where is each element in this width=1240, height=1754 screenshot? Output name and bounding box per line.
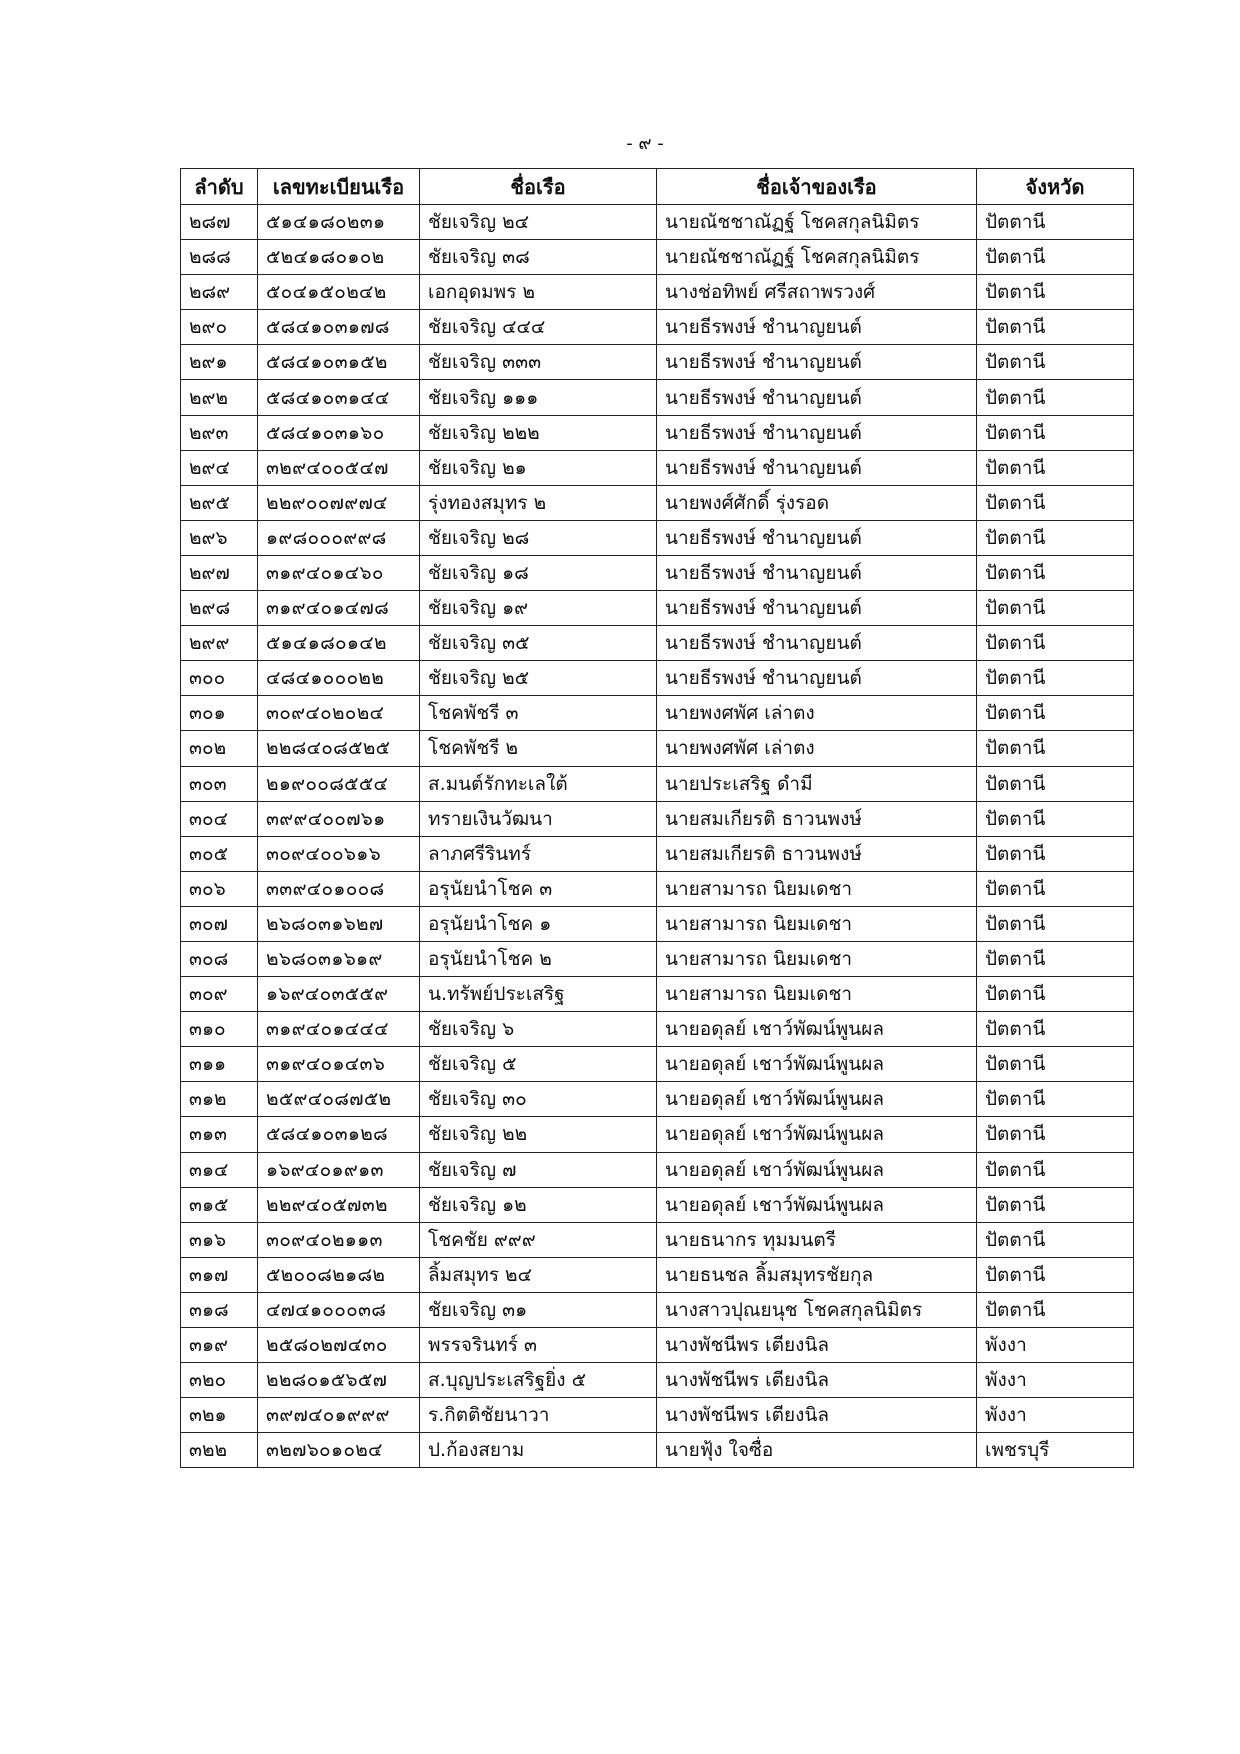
cell-owner-name: นายธนชล ลิ้มสมุทรชัยกุล bbox=[657, 1257, 977, 1292]
cell-province: ปัตตานี bbox=[977, 520, 1134, 555]
cell-ship-name: โชคพัชรี ๓ bbox=[420, 696, 657, 731]
cell-owner-name: นายพงศพัศ เล่าตง bbox=[657, 731, 977, 766]
cell-owner-name: นางพัชนีพร เตียงนิล bbox=[657, 1328, 977, 1363]
cell-sequence: ๒๘๙ bbox=[181, 275, 258, 310]
cell-province: ปัตตานี bbox=[977, 415, 1134, 450]
cell-ship-name: ชัยเจริญ ๒๘ bbox=[420, 520, 657, 555]
cell-registration-number: ๕๑๔๑๘๐๒๓๑ bbox=[258, 205, 420, 240]
cell-ship-name: โชคชัย ๙๙๙ bbox=[420, 1222, 657, 1257]
cell-registration-number: ๒๖๘๐๓๑๖๒๗ bbox=[258, 906, 420, 941]
cell-province: ปัตตานี bbox=[977, 591, 1134, 626]
cell-sequence: ๒๙๘ bbox=[181, 591, 258, 626]
cell-sequence: ๒๙๐ bbox=[181, 310, 258, 345]
cell-owner-name: นางช่อทิพย์ ศรีสถาพรวงศ์ bbox=[657, 275, 977, 310]
cell-ship-name: โชคพัชรี ๒ bbox=[420, 731, 657, 766]
cell-owner-name: นายธีรพงษ์ ชำนาญยนต์ bbox=[657, 450, 977, 485]
cell-province: ปัตตานี bbox=[977, 977, 1134, 1012]
cell-registration-number: ๓๑๙๔๐๑๔๗๘ bbox=[258, 591, 420, 626]
cell-sequence: ๒๙๒ bbox=[181, 380, 258, 415]
cell-ship-name: ชัยเจริญ ๓๓๓ bbox=[420, 345, 657, 380]
cell-province: ปัตตานี bbox=[977, 801, 1134, 836]
cell-sequence: ๓๐๗ bbox=[181, 906, 258, 941]
cell-registration-number: ๔๘๔๑๐๐๐๒๒ bbox=[258, 661, 420, 696]
table-row bbox=[181, 1012, 1134, 1047]
cell-owner-name: นายสามารถ นิยมเดชา bbox=[657, 871, 977, 906]
cell-sequence: ๒๙๔ bbox=[181, 450, 258, 485]
cell-sequence: ๓๑๘ bbox=[181, 1292, 258, 1327]
table-row bbox=[181, 1082, 1134, 1117]
cell-sequence: ๓๐๓ bbox=[181, 766, 258, 801]
cell-owner-name: นางพัชนีพร เตียงนิล bbox=[657, 1398, 977, 1433]
cell-ship-name: ป.ก้องสยาม bbox=[420, 1433, 657, 1468]
table-row bbox=[181, 520, 1134, 555]
cell-province: ปัตตานี bbox=[977, 380, 1134, 415]
cell-province: ปัตตานี bbox=[977, 555, 1134, 590]
cell-ship-name: อรุนัยนำโชค ๑ bbox=[420, 906, 657, 941]
table-row bbox=[181, 1257, 1134, 1292]
cell-ship-name: ชัยเจริญ ๑๒ bbox=[420, 1187, 657, 1222]
cell-sequence: ๓๐๑ bbox=[181, 696, 258, 731]
cell-registration-number: ๑๖๙๔๐๓๕๕๙ bbox=[258, 977, 420, 1012]
cell-province: ปัตตานี bbox=[977, 731, 1134, 766]
cell-ship-name: อรุนัยนำโชค ๓ bbox=[420, 871, 657, 906]
cell-registration-number: ๕๘๔๑๐๓๑๖๐ bbox=[258, 415, 420, 450]
table-row bbox=[181, 450, 1134, 485]
cell-ship-name: ชัยเจริญ ๑๑๑ bbox=[420, 380, 657, 415]
table-body bbox=[181, 205, 1134, 1468]
cell-registration-number: ๑๙๘๐๐๐๙๙๘ bbox=[258, 520, 420, 555]
cell-registration-number: ๕๘๔๑๐๓๑๔๔ bbox=[258, 380, 420, 415]
cell-ship-name: ชัยเจริญ ๓๕ bbox=[420, 626, 657, 661]
cell-owner-name: นายธีรพงษ์ ชำนาญยนต์ bbox=[657, 661, 977, 696]
cell-registration-number: ๕๘๔๑๐๓๑๕๒ bbox=[258, 345, 420, 380]
header-province: จังหวัด bbox=[977, 169, 1134, 205]
cell-owner-name: นายสมเกียรติ ธาวนพงษ์ bbox=[657, 801, 977, 836]
cell-province: ปัตตานี bbox=[977, 1187, 1134, 1222]
cell-owner-name: นายธีรพงษ์ ชำนาญยนต์ bbox=[657, 591, 977, 626]
cell-ship-name: ชัยเจริญ ๒๕ bbox=[420, 661, 657, 696]
cell-province: เพชรบุรี bbox=[977, 1433, 1134, 1468]
cell-sequence: ๓๑๙ bbox=[181, 1328, 258, 1363]
cell-province: ปัตตานี bbox=[977, 836, 1134, 871]
cell-owner-name: นายณัชชาณัฏฐ์ โชคสกุลนิมิตร bbox=[657, 240, 977, 275]
table-row bbox=[181, 836, 1134, 871]
cell-province: ปัตตานี bbox=[977, 1082, 1134, 1117]
cell-owner-name: นายธนากร ทุมมนตรี bbox=[657, 1222, 977, 1257]
cell-sequence: ๓๐๐ bbox=[181, 661, 258, 696]
cell-registration-number: ๒๒๙๐๐๗๙๗๔ bbox=[258, 485, 420, 520]
cell-owner-name: นายสมเกียรติ ธาวนพงษ์ bbox=[657, 836, 977, 871]
cell-ship-name: ส.บุญประเสริฐยิ่ง ๕ bbox=[420, 1363, 657, 1398]
table-row bbox=[181, 591, 1134, 626]
cell-sequence: ๓๐๘ bbox=[181, 941, 258, 976]
cell-owner-name: นายสามารถ นิยมเดชา bbox=[657, 977, 977, 1012]
cell-province: ปัตตานี bbox=[977, 871, 1134, 906]
header-sequence: ลำดับ bbox=[181, 169, 258, 205]
cell-ship-name: ชัยเจริญ ๑๘ bbox=[420, 555, 657, 590]
table-row bbox=[181, 205, 1134, 240]
cell-sequence: ๒๘๘ bbox=[181, 240, 258, 275]
cell-owner-name: นายอดุลย์ เชาว์พัฒน์พูนผล bbox=[657, 1047, 977, 1082]
table-row bbox=[181, 696, 1134, 731]
cell-sequence: ๓๑๑ bbox=[181, 1047, 258, 1082]
cell-ship-name: รุ่งทองสมุทร ๒ bbox=[420, 485, 657, 520]
cell-sequence: ๒๙๑ bbox=[181, 345, 258, 380]
cell-ship-name: ชัยเจริญ ๓๘ bbox=[420, 240, 657, 275]
table-row bbox=[181, 1152, 1134, 1187]
table-row bbox=[181, 1047, 1134, 1082]
cell-province: พังงา bbox=[977, 1398, 1134, 1433]
cell-owner-name: นายสามารถ นิยมเดชา bbox=[657, 941, 977, 976]
boat-registry-table bbox=[180, 168, 1134, 1468]
table-row bbox=[181, 1363, 1134, 1398]
cell-province: ปัตตานี bbox=[977, 941, 1134, 976]
cell-sequence: ๓๐๖ bbox=[181, 871, 258, 906]
cell-province: ปัตตานี bbox=[977, 1012, 1134, 1047]
cell-ship-name: ลิ้มสมุทร ๒๔ bbox=[420, 1257, 657, 1292]
cell-sequence: ๒๙๙ bbox=[181, 626, 258, 661]
cell-sequence: ๓๑๒ bbox=[181, 1082, 258, 1117]
table-row bbox=[181, 1187, 1134, 1222]
cell-province: ปัตตานี bbox=[977, 906, 1134, 941]
cell-owner-name: นายพงศ์ศักดิ์ รุ่งรอด bbox=[657, 485, 977, 520]
cell-sequence: ๓๐๒ bbox=[181, 731, 258, 766]
table-row bbox=[181, 310, 1134, 345]
table-row bbox=[181, 906, 1134, 941]
cell-ship-name: ชัยเจริญ ๒๔ bbox=[420, 205, 657, 240]
page-number: - ๙ - bbox=[626, 133, 664, 154]
cell-province: พังงา bbox=[977, 1363, 1134, 1398]
cell-registration-number: ๒๒๙๔๐๕๗๓๒ bbox=[258, 1187, 420, 1222]
table-row bbox=[181, 415, 1134, 450]
table-row bbox=[181, 1328, 1134, 1363]
cell-province: ปัตตานี bbox=[977, 766, 1134, 801]
cell-owner-name: นายอดุลย์ เชาว์พัฒน์พูนผล bbox=[657, 1187, 977, 1222]
cell-ship-name: อรุนัยนำโชค ๒ bbox=[420, 941, 657, 976]
cell-sequence: ๒๙๓ bbox=[181, 415, 258, 450]
table-row bbox=[181, 345, 1134, 380]
cell-registration-number: ๒๕๙๔๐๘๗๕๒ bbox=[258, 1082, 420, 1117]
table-row bbox=[181, 941, 1134, 976]
cell-ship-name: ทรายเงินวัฒนา bbox=[420, 801, 657, 836]
cell-sequence: ๓๑๖ bbox=[181, 1222, 258, 1257]
table-row bbox=[181, 1222, 1134, 1257]
cell-province: ปัตตานี bbox=[977, 1222, 1134, 1257]
cell-sequence: ๓๒๒ bbox=[181, 1433, 258, 1468]
cell-ship-name: ชัยเจริญ ๒๒๒ bbox=[420, 415, 657, 450]
table-row bbox=[181, 485, 1134, 520]
cell-owner-name: นายธีรพงษ์ ชำนาญยนต์ bbox=[657, 415, 977, 450]
table-row bbox=[181, 1117, 1134, 1152]
table-row bbox=[181, 871, 1134, 906]
cell-owner-name: นายพงศพัศ เล่าตง bbox=[657, 696, 977, 731]
table-row bbox=[181, 626, 1134, 661]
cell-province: ปัตตานี bbox=[977, 1117, 1134, 1152]
cell-registration-number: ๕๑๔๑๘๐๑๔๒ bbox=[258, 626, 420, 661]
table-row bbox=[181, 1292, 1134, 1327]
cell-ship-name: ร.กิตติชัยนาวา bbox=[420, 1398, 657, 1433]
cell-owner-name: นายสามารถ นิยมเดชา bbox=[657, 906, 977, 941]
cell-ship-name: ชัยเจริญ ๗ bbox=[420, 1152, 657, 1187]
cell-registration-number: ๓๐๙๔๐๒๑๑๓ bbox=[258, 1222, 420, 1257]
cell-ship-name: ชัยเจริญ ๒๒ bbox=[420, 1117, 657, 1152]
cell-ship-name: ชัยเจริญ ๑๙ bbox=[420, 591, 657, 626]
cell-province: ปัตตานี bbox=[977, 345, 1134, 380]
cell-registration-number: ๓๑๙๔๐๑๔๔๔ bbox=[258, 1012, 420, 1047]
header-owner-name: ชื่อเจ้าของเรือ bbox=[657, 169, 977, 205]
cell-sequence: ๒๙๕ bbox=[181, 485, 258, 520]
cell-province: ปัตตานี bbox=[977, 205, 1134, 240]
table-row bbox=[181, 380, 1134, 415]
cell-province: พังงา bbox=[977, 1328, 1134, 1363]
table-row bbox=[181, 731, 1134, 766]
cell-sequence: ๓๑๕ bbox=[181, 1187, 258, 1222]
cell-province: ปัตตานี bbox=[977, 275, 1134, 310]
cell-owner-name: นายอดุลย์ เชาว์พัฒน์พูนผล bbox=[657, 1082, 977, 1117]
cell-province: ปัตตานี bbox=[977, 696, 1134, 731]
cell-owner-name: นางสาวปุณยนุช โชคสกุลนิมิตร bbox=[657, 1292, 977, 1327]
cell-registration-number: ๓๓๙๔๐๑๐๐๘ bbox=[258, 871, 420, 906]
cell-province: ปัตตานี bbox=[977, 485, 1134, 520]
cell-sequence: ๒๙๖ bbox=[181, 520, 258, 555]
cell-province: ปัตตานี bbox=[977, 1292, 1134, 1327]
cell-registration-number: ๓๒๗๖๐๑๐๒๔ bbox=[258, 1433, 420, 1468]
cell-owner-name: นายธีรพงษ์ ชำนาญยนต์ bbox=[657, 345, 977, 380]
cell-sequence: ๓๐๔ bbox=[181, 801, 258, 836]
cell-owner-name: นายฟุ้ง ใจซื่อ bbox=[657, 1433, 977, 1468]
cell-registration-number: ๓๙๗๔๐๑๙๙๙ bbox=[258, 1398, 420, 1433]
cell-registration-number: ๑๖๙๔๐๑๙๑๓ bbox=[258, 1152, 420, 1187]
cell-province: ปัตตานี bbox=[977, 661, 1134, 696]
cell-registration-number: ๓๙๙๔๐๐๗๖๑ bbox=[258, 801, 420, 836]
table-row bbox=[181, 555, 1134, 590]
table-row bbox=[181, 661, 1134, 696]
cell-registration-number: ๕๒๔๑๘๐๑๐๒ bbox=[258, 240, 420, 275]
cell-sequence: ๒๙๗ bbox=[181, 555, 258, 590]
cell-ship-name: น.ทรัพย์ประเสริฐ bbox=[420, 977, 657, 1012]
cell-registration-number: ๔๗๔๑๐๐๐๓๘ bbox=[258, 1292, 420, 1327]
table-row bbox=[181, 801, 1134, 836]
cell-registration-number: ๓๑๙๔๐๑๔๖๐ bbox=[258, 555, 420, 590]
table-row bbox=[181, 766, 1134, 801]
table-row bbox=[181, 977, 1134, 1012]
cell-province: ปัตตานี bbox=[977, 1257, 1134, 1292]
cell-ship-name: ชัยเจริญ ๔๔๔ bbox=[420, 310, 657, 345]
cell-sequence: ๓๐๙ bbox=[181, 977, 258, 1012]
cell-registration-number: ๓๐๙๔๐๐๖๑๖ bbox=[258, 836, 420, 871]
cell-sequence: ๓๑๗ bbox=[181, 1257, 258, 1292]
cell-sequence: ๓๑๔ bbox=[181, 1152, 258, 1187]
table-row bbox=[181, 240, 1134, 275]
cell-sequence: ๓๑๓ bbox=[181, 1117, 258, 1152]
cell-registration-number: ๒๖๘๐๓๑๖๑๙ bbox=[258, 941, 420, 976]
cell-owner-name: นายอดุลย์ เชาว์พัฒน์พูนผล bbox=[657, 1152, 977, 1187]
cell-ship-name: ชัยเจริญ ๓๑ bbox=[420, 1292, 657, 1327]
cell-ship-name: ชัยเจริญ ๓๐ bbox=[420, 1082, 657, 1117]
cell-sequence: ๓๒๑ bbox=[181, 1398, 258, 1433]
cell-province: ปัตตานี bbox=[977, 1152, 1134, 1187]
table-row bbox=[181, 1433, 1134, 1468]
cell-province: ปัตตานี bbox=[977, 450, 1134, 485]
cell-owner-name: นายประเสริฐ ดำมี bbox=[657, 766, 977, 801]
table-row bbox=[181, 1398, 1134, 1433]
cell-owner-name: นายธีรพงษ์ ชำนาญยนต์ bbox=[657, 626, 977, 661]
cell-ship-name: ลาภศรีรินทร์ bbox=[420, 836, 657, 871]
cell-ship-name: ชัยเจริญ ๕ bbox=[420, 1047, 657, 1082]
cell-registration-number: ๓๐๙๔๐๒๐๒๔ bbox=[258, 696, 420, 731]
cell-registration-number: ๕๐๔๑๕๐๒๔๒ bbox=[258, 275, 420, 310]
cell-ship-name: ชัยเจริญ ๒๑ bbox=[420, 450, 657, 485]
header-registration-number: เลขทะเบียนเรือ bbox=[258, 169, 420, 205]
cell-ship-name: เอกอุดมพร ๒ bbox=[420, 275, 657, 310]
cell-owner-name: นายธีรพงษ์ ชำนาญยนต์ bbox=[657, 520, 977, 555]
cell-owner-name: นายธีรพงษ์ ชำนาญยนต์ bbox=[657, 310, 977, 345]
cell-owner-name: นายธีรพงษ์ ชำนาญยนต์ bbox=[657, 380, 977, 415]
cell-province: ปัตตานี bbox=[977, 626, 1134, 661]
cell-sequence: ๒๘๗ bbox=[181, 205, 258, 240]
table-row bbox=[181, 275, 1134, 310]
cell-province: ปัตตานี bbox=[977, 240, 1134, 275]
cell-registration-number: ๕๘๔๑๐๓๑๒๘ bbox=[258, 1117, 420, 1152]
cell-sequence: ๓๐๕ bbox=[181, 836, 258, 871]
cell-registration-number: ๓๑๙๔๐๑๔๓๖ bbox=[258, 1047, 420, 1082]
cell-registration-number: ๒๒๘๐๑๕๖๕๗ bbox=[258, 1363, 420, 1398]
cell-ship-name: ส.มนต์รักทะเลใต้ bbox=[420, 766, 657, 801]
cell-province: ปัตตานี bbox=[977, 1047, 1134, 1082]
cell-owner-name: นายณัชชาณัฏฐ์ โชคสกุลนิมิตร bbox=[657, 205, 977, 240]
cell-ship-name: พรรจรินทร์ ๓ bbox=[420, 1328, 657, 1363]
cell-ship-name: ชัยเจริญ ๖ bbox=[420, 1012, 657, 1047]
cell-registration-number: ๒๒๘๔๐๘๕๒๕ bbox=[258, 731, 420, 766]
cell-sequence: ๓๑๐ bbox=[181, 1012, 258, 1047]
cell-province: ปัตตานี bbox=[977, 310, 1134, 345]
cell-registration-number: ๕๘๔๑๐๓๑๗๘ bbox=[258, 310, 420, 345]
header-ship-name: ชื่อเรือ bbox=[420, 169, 657, 205]
cell-registration-number: ๓๒๙๔๐๐๕๔๗ bbox=[258, 450, 420, 485]
cell-owner-name: นายอดุลย์ เชาว์พัฒน์พูนผล bbox=[657, 1117, 977, 1152]
cell-owner-name: นางพัชนีพร เตียงนิล bbox=[657, 1363, 977, 1398]
cell-registration-number: ๕๒๐๐๘๒๑๘๒ bbox=[258, 1257, 420, 1292]
table-header-row bbox=[181, 169, 1134, 205]
cell-owner-name: นายอดุลย์ เชาว์พัฒน์พูนผล bbox=[657, 1012, 977, 1047]
cell-registration-number: ๒๕๘๐๒๗๔๓๐ bbox=[258, 1328, 420, 1363]
cell-sequence: ๓๒๐ bbox=[181, 1363, 258, 1398]
cell-registration-number: ๒๑๙๐๐๘๕๕๔ bbox=[258, 766, 420, 801]
cell-owner-name: นายธีรพงษ์ ชำนาญยนต์ bbox=[657, 555, 977, 590]
